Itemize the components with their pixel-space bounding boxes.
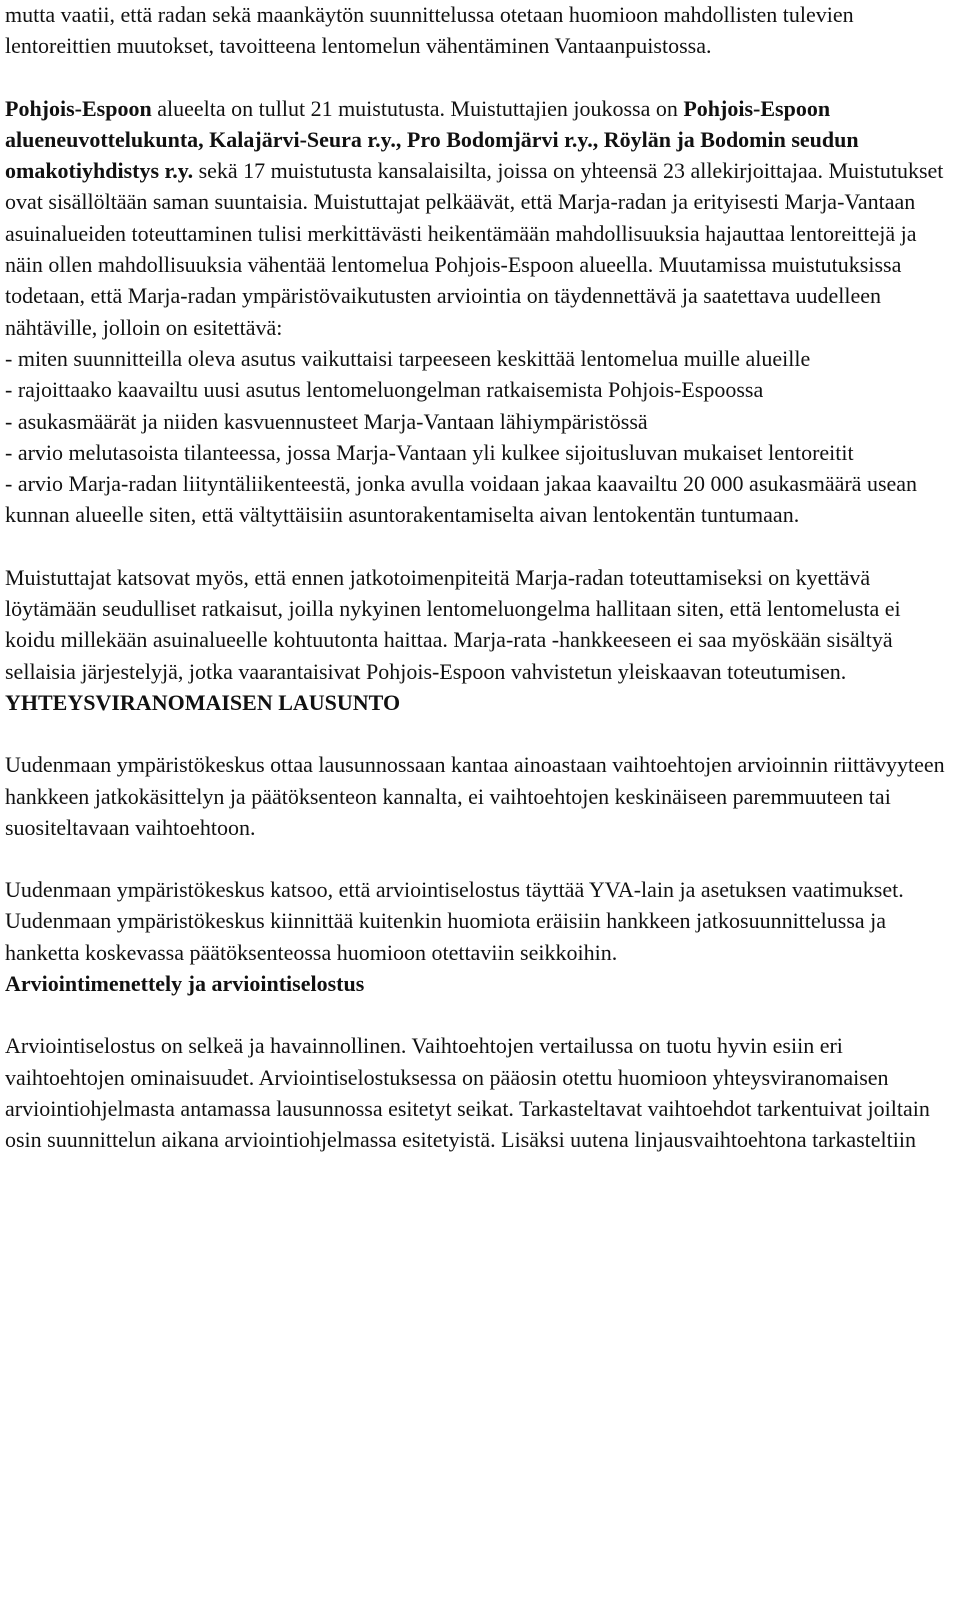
assessment-paragraph: Arviointiselostus on selkeä ja havainnollinen. Vaihtoehtojen vertailussa on tuotu hyvin esiin eri vaihtoehtojen ominaisuudet. Arviointiselostuksessa on pääosin otettu huomioon yhteysviranomaisen arviointiohjelmasta antamassa lausunnossa esitetyt seikat. Tarkasteltavat vaihtoehdot tarkentuivat joiltain osin suunnittelun aikana arviointiohjelmassa esitetyistä. Lisäksi uutena linjausvaihtoehtona tarkasteltiin bbox=[5, 1033, 930, 1153]
section-heading-assessment: Arviointimenettely ja arviointiselostus bbox=[5, 971, 365, 997]
requirement-item: - asukasmäärät ja niiden kasvuennusteet Marja-Vantaan lähiympäristössä bbox=[5, 408, 648, 434]
authority-paragraph-2: Uudenmaan ympäristökeskus katsoo, että arviointiselostus täyttää YVA-lain ja asetuksen vaatimukset. Uudenmaan ympäristökeskus kiinnittää kuitenkin huomiota eräisiin hankkeen jatkosuunnittelussa ja hanketta koskevassa päätöksenteossa huomioon otettaviin seikkoihin. bbox=[5, 877, 904, 965]
section-heading-authority-statement: YHTEYSVIRANOMAISEN LAUSUNTO bbox=[5, 689, 401, 715]
requirement-item: - arvio melutasoista tilanteessa, jossa Marja-Vantaan yli kulkee sijoitusluvan mukaiset lentoreitit bbox=[5, 439, 854, 465]
document-body bbox=[5, 0, 950, 1156]
conclusion-paragraph: Muistuttajat katsovat myös, että ennen jatkotoimenpiteitä Marja-radan toteuttamiseksi on kyettävä löytämään seudulliset ratkaisut, joilla nykyinen lentomeluongelma hallitaan siten, että lentomelusta ei koidu millekään asuinalueelle kohtuutonta haittaa. Marja-rata -hankkeeseen ei saa myöskään sisältyä sellaisia järjestelyjä, jotka vaarantaisivat Pohjois-Espoon vahvistetun yleiskaavan toteutumisen. bbox=[5, 564, 901, 684]
authority-paragraph-1: Uudenmaan ympäristökeskus ottaa lausunnossaan kantaa ainoastaan vaihtoehtojen arvioinnin riittävyyteen hankkeen jatkokäsittelyn ja päätöksenteon kannalta, ei vaihtoehtojen keskinäiseen paremmuuteen tai suositeltavaan vaihtoehtoon. bbox=[5, 752, 945, 840]
requirement-item: - miten suunnitteilla oleva asutus vaikuttaisi tarpeeseen keskittää lentomelua muille alueille bbox=[5, 345, 811, 371]
region-name: Pohjois-Espoon bbox=[5, 95, 152, 121]
objection-text: sekä 17 muistutusta kansalaisilta, joissa on yhteensä 23 allekirjoittajaa. Muistutukset ovat sisällöltään saman suuntaisia. Muistuttajat pelkäävät, että Marja-radan ja erityisesti Marja-Vantaan asuinalueiden toteuttaminen tulisi merkittävästi heikentämään mahdollisuuksia hajauttaa lentoreittejä ja näin ollen mahdollisuuksia vähentää lentomelua Pohjois-Espoon alueella. Muutamissa muistutuksissa todetaan, että Marja-radan ympäristövaikutusten arviointia on täydennettävä ja saatettava uudelleen nähtäville, jolloin on esitettävä: bbox=[5, 158, 944, 340]
organizations-list: Pohjois-Espoon alueneuvottelukunta, Kalajärvi-Seura r.y., Pro Bodomjärvi r.y., Röylän ja Bodomin seudun omakotiyhdistys r.y. bbox=[5, 95, 859, 184]
pohjois-espoo-paragraph bbox=[5, 93, 950, 343]
requirement-item: - arvio Marja-radan liityntäliikenteestä, jonka avulla voidaan jakaa kaavailtu 20 000 asukasmäärä usean kunnan alueelle siten, että vältyttäisiin asuntorakentamiselta aivan lentokentän tuntumaan. bbox=[5, 471, 918, 528]
region-text: alueelta on tullut 21 muistutusta. Muistuttajien joukossa on bbox=[151, 95, 684, 121]
intro-paragraph: mutta vaatii, että radan sekä maankäytön suunnittelussa otetaan huomioon mahdollisten tulevien lentoreittien muutokset, tavoitteena lentomelun vähentäminen Vantaanpuistossa. bbox=[5, 2, 854, 59]
requirement-item: - rajoittaako kaavailtu uusi asutus lentomeluongelman ratkaisemista Pohjois-Espoossa bbox=[5, 377, 764, 403]
